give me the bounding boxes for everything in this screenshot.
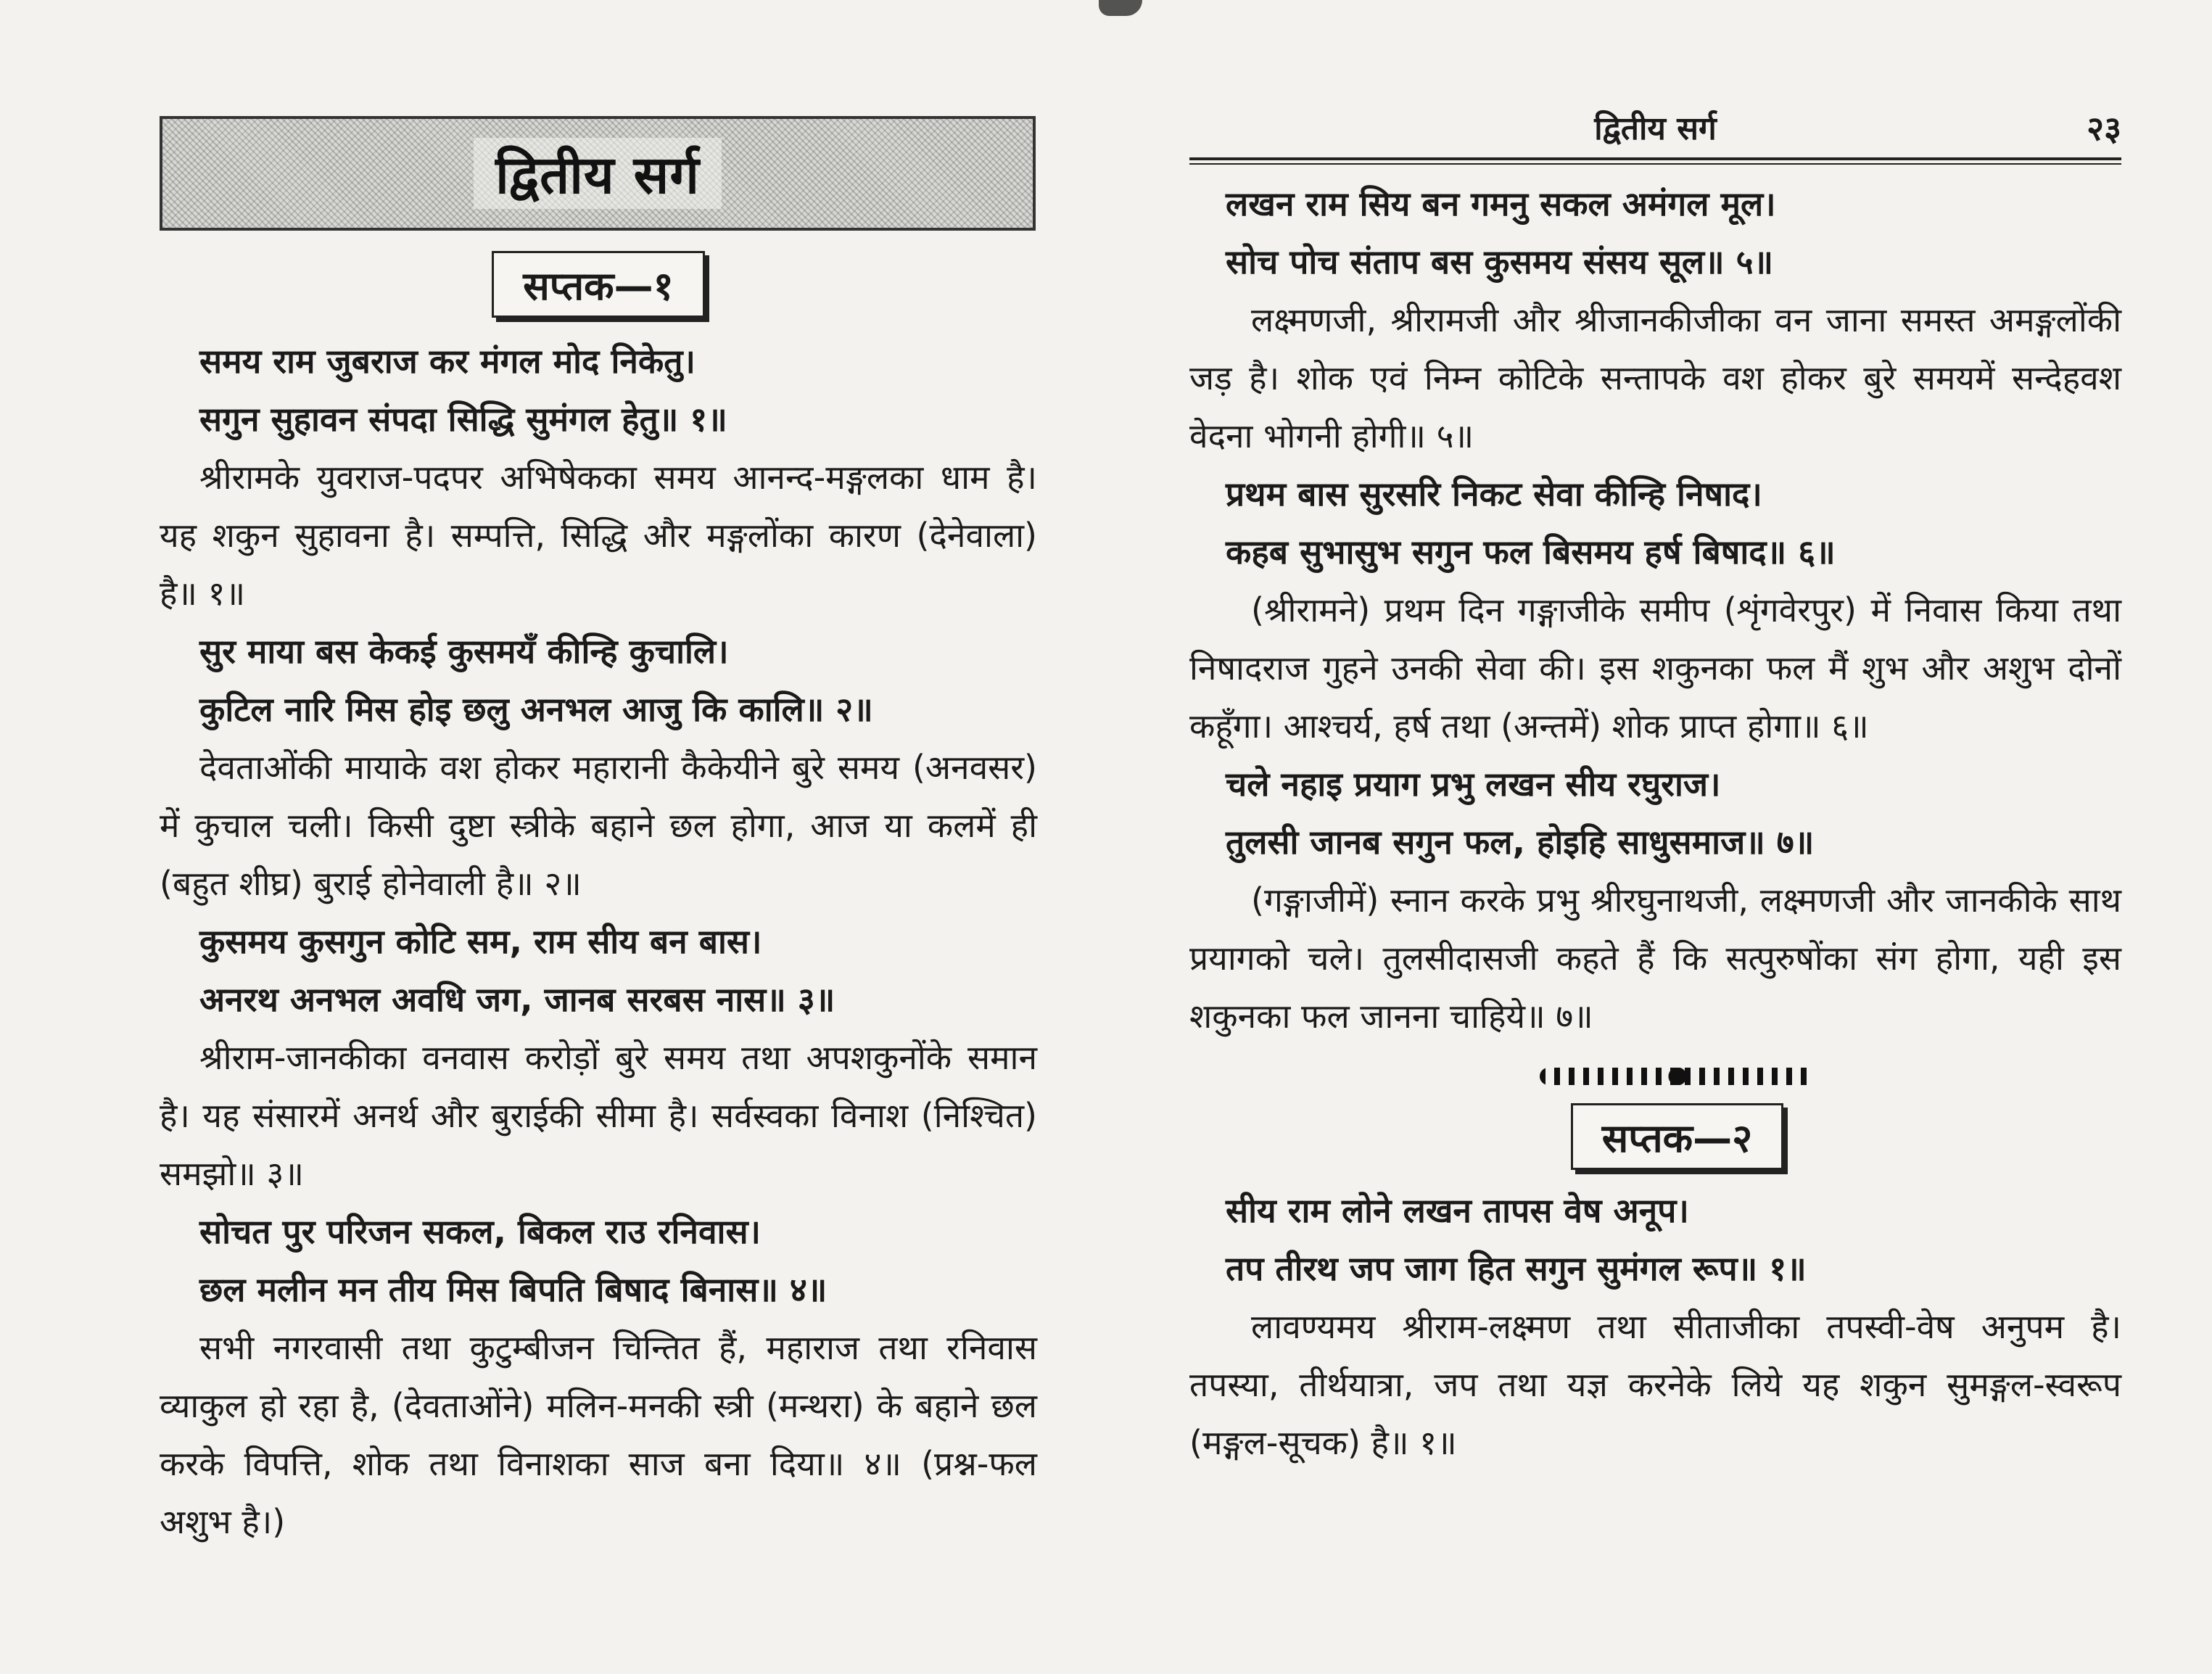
translation-paragraph: सभी नगरवासी तथा कुटुम्बीजन चिन्तित हैं, महाराज तथा रनिवास व्याकुल हो रहा है, (देवताओंने) मलिन-मनकी स्त्री (मन्थरा) के बहाने छल करके विपत्ति, शोक तथा विनाशका साज बना दिया॥ ४॥ (प्रश्न-फल अशुभ है।) [160,1328,1037,1541]
verse-line: सगुन सुहावन संपदा सिद्धि सुमंगल हेतु॥ १॥ [199,400,727,439]
translation-paragraph: देवताओंकी मायाके वश होकर महारानी कैकेयीने बुरे समय (अनवसर) में कुचाल चली। किसी दुष्टा स्त्रीके बहाने छल होगा, आज या कलमें ही (बहुत शीघ्र) बुराई होनेवाली है॥ २॥ [160,748,1037,903]
translation-paragraph: लक्ष्मणजी, श्रीरामजी और श्रीजानकीजीका वन जाना समस्त अमङ्गलोंकी जड़ है। शोक एवं निम्न कोटिके सन्तापके वश होकर बुरे समयमें सन्देहवश वेदना भोगनी होगी॥ ५॥ [1189,300,2121,455]
right-page [1106,0,2212,1674]
verse-line: तप तीरथ जप जाग हित सगुन सुमंगल रूप॥ १॥ [1226,1249,1807,1288]
translation-paragraph: (गङ्गाजीमें) स्नान करके प्रभु श्रीरघुनाथजी, लक्ष्मणजी और जानकीके साथ प्रयागको चले। तुलसीदासजी कहते हैं कि सत्पुरुषोंका संग होगा, यही इस शकुनका फल जानना चाहिये॥ ७॥ [1189,881,2121,1036]
verse-line: सोच पोच संताप बस कुसमय संसय सूल॥ ५॥ [1226,242,1774,281]
running-head-title: द्वितीय सर्ग [1594,110,1717,147]
ornament-divider [1189,1055,2121,1096]
ornament-icon [1540,1068,1815,1085]
verse-line: प्रथम बास सुरसरि निकट सेवा कीन्हि निषाद। [1226,474,1762,514]
verse-line: लखन राम सिय बन गमनु सकल अमंगल मूल। [1226,184,1776,223]
verse-line: सुर माया बस केकई कुसमयँ कीन्हि कुचालि। [199,632,729,671]
chapter-title: द्वितीय सर्ग [474,138,722,209]
verse-line: छल मलीन मन तीय मिस बिपति बिषाद बिनास॥ ४॥ [199,1270,828,1309]
translation-paragraph: लावण्यमय श्रीराम-लक्ष्मण तथा सीताजीका तपस्वी-वेष अनुपम है। तपस्या, तीर्थयात्रा, जप तथा यज्ञ करनेके लिये यह शकुन सुमङ्गल-स्वरूप (मङ्गल-सूचक) है॥ १॥ [1189,1307,2121,1462]
verse-line: चले नहाइ प्रयाग प्रभु लखन सीय रघुराज। [1226,764,1721,804]
page-number: २३ [2087,109,2121,148]
section-heading-wrap-2 [1189,1103,2121,1170]
verse-line: समय राम जुबराज कर मंगल मोद निकेतु। [199,342,696,381]
section-heading: सप्तक—१ [492,251,704,318]
chapter-banner [160,116,1036,231]
verse-line: कहब सुभासुभ सगुन फल बिसमय हर्ष बिषाद॥ ६॥ [1226,532,1836,572]
translation-paragraph: (श्रीरामने) प्रथम दिन गङ्गाजीके समीप (शृंगवेरपुर) में निवास किया तथा निषादराज गुहने उनकी सेवा की। इस शकुनका फल मैं शुभ और अशुभ दोनों कहूँगा। आश्चर्य, हर्ष तथा (अन्तमें) शोक प्राप्त होगा॥ ६॥ [1189,590,2121,746]
left-page-body [160,332,1037,1551]
verse-line: कुटिल नारि मिस होइ छलु अनभल आजु कि कालि॥ २॥ [199,690,873,729]
verse-line: तुलसी जानब सगुन फल, होइहि साधुसमाज॥ ७॥ [1226,822,1815,862]
right-page-body-bottom [1189,1182,2121,1472]
running-header [1189,105,2121,160]
translation-paragraph: श्रीरामके युवराज-पदपर अभिषेकका समय आनन्द-मङ्गलका धाम है। यह शकुन सुहावना है। सम्पत्ति, सिद्धि और मङ्गलोंका कारण (देनेवाला) है॥ १॥ [160,458,1037,613]
verse-line: सीय राम लोने लखन तापस वेष अनूप। [1226,1191,1689,1230]
verse-line: अनरथ अनभल अवधि जग, जानब सरबस नास॥ ३॥ [199,980,835,1019]
right-page-body-top [1189,175,2121,1045]
section-heading-wrap [160,251,1037,318]
section-heading-2: सप्तक—२ [1571,1103,1783,1170]
translation-paragraph: श्रीराम-जानकीका वनवास करोड़ों बुरे समय तथा अपशकुनोंके समान है। यह संसारमें अनर्थ और बुराईकी सीमा है। सर्वस्वका विनाश (निश्चित) समझो॥ ३॥ [160,1038,1037,1193]
verse-line: सोचत पुर परिजन सकल, बिकल राउ रनिवास। [199,1212,761,1251]
verse-line: कुसमय कुसगुन कोटि सम, राम सीय बन बास। [199,922,762,961]
